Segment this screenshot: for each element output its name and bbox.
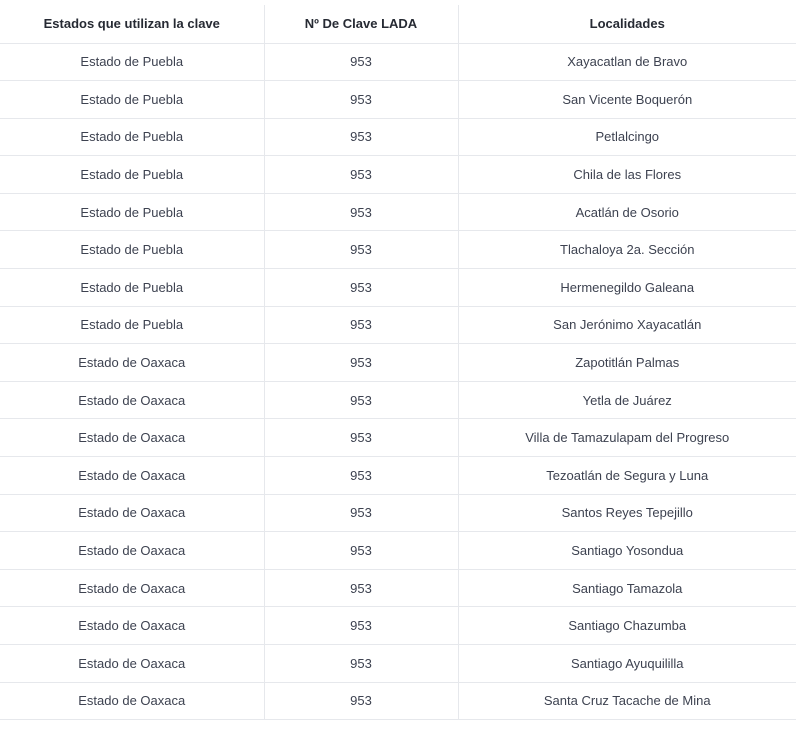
clave-cell: 953 [264,193,458,231]
estado-cell: Estado de Puebla [0,118,264,156]
estado-cell: Estado de Oaxaca [0,344,264,382]
lada-table [0,5,796,720]
estado-cell: Estado de Puebla [0,269,264,307]
localidad-cell: Acatlán de Osorio [458,193,796,231]
localidad-cell: San Jerónimo Xayacatlán [458,306,796,344]
table-row [0,607,796,645]
estado-cell: Estado de Oaxaca [0,682,264,720]
localidad-cell: Tlachaloya 2a. Sección [458,231,796,269]
localidad-cell: Santiago Yosondua [458,532,796,570]
estado-cell: Estado de Oaxaca [0,532,264,570]
table-header [0,5,796,43]
table-row [0,118,796,156]
localidad-cell: San Vicente Boquerón [458,81,796,119]
localidad-cell: Xayacatlan de Bravo [458,43,796,81]
estado-cell: Estado de Oaxaca [0,569,264,607]
localidad-cell: Santiago Chazumba [458,607,796,645]
estado-cell: Estado de Puebla [0,81,264,119]
clave-cell: 953 [264,269,458,307]
header-localidades: Localidades [458,5,796,43]
clave-cell: 953 [264,645,458,683]
header-clave-lada: Nº De Clave LADA [264,5,458,43]
estado-cell: Estado de Oaxaca [0,607,264,645]
clave-cell: 953 [264,43,458,81]
header-row [0,5,796,43]
clave-cell: 953 [264,81,458,119]
estado-cell: Estado de Puebla [0,43,264,81]
table-row [0,645,796,683]
table-row [0,381,796,419]
clave-cell: 953 [264,494,458,532]
estado-cell: Estado de Oaxaca [0,494,264,532]
clave-cell: 953 [264,231,458,269]
estado-cell: Estado de Puebla [0,231,264,269]
table-row [0,269,796,307]
estado-cell: Estado de Oaxaca [0,645,264,683]
estado-cell: Estado de Oaxaca [0,457,264,495]
table-row [0,43,796,81]
estado-cell: Estado de Puebla [0,193,264,231]
localidad-cell: Santiago Tamazola [458,569,796,607]
estado-cell: Estado de Puebla [0,306,264,344]
estado-cell: Estado de Puebla [0,156,264,194]
localidad-cell: Tezoatlán de Segura y Luna [458,457,796,495]
estado-cell: Estado de Oaxaca [0,381,264,419]
clave-cell: 953 [264,306,458,344]
localidad-cell: Yetla de Juárez [458,381,796,419]
table-row [0,419,796,457]
table-body [0,43,796,720]
localidad-cell: Santa Cruz Tacache de Mina [458,682,796,720]
clave-cell: 953 [264,607,458,645]
clave-cell: 953 [264,457,458,495]
table-row [0,494,796,532]
table-row [0,193,796,231]
table-row [0,569,796,607]
localidad-cell: Zapotitlán Palmas [458,344,796,382]
localidad-cell: Santos Reyes Tepejillo [458,494,796,532]
clave-cell: 953 [264,419,458,457]
localidad-cell: Petlalcingo [458,118,796,156]
clave-cell: 953 [264,118,458,156]
table-row [0,682,796,720]
clave-cell: 953 [264,156,458,194]
clave-cell: 953 [264,682,458,720]
localidad-cell: Villa de Tamazulapam del Progreso [458,419,796,457]
localidad-cell: Hermenegildo Galeana [458,269,796,307]
localidad-cell: Chila de las Flores [458,156,796,194]
estado-cell: Estado de Oaxaca [0,419,264,457]
table-row [0,81,796,119]
table-row [0,532,796,570]
table-row [0,344,796,382]
clave-cell: 953 [264,532,458,570]
clave-cell: 953 [264,344,458,382]
clave-cell: 953 [264,381,458,419]
localidad-cell: Santiago Ayuquililla [458,645,796,683]
table-row [0,306,796,344]
clave-cell: 953 [264,569,458,607]
header-estados: Estados que utilizan la clave [0,5,264,43]
table-row [0,457,796,495]
table-row [0,156,796,194]
table-row [0,231,796,269]
